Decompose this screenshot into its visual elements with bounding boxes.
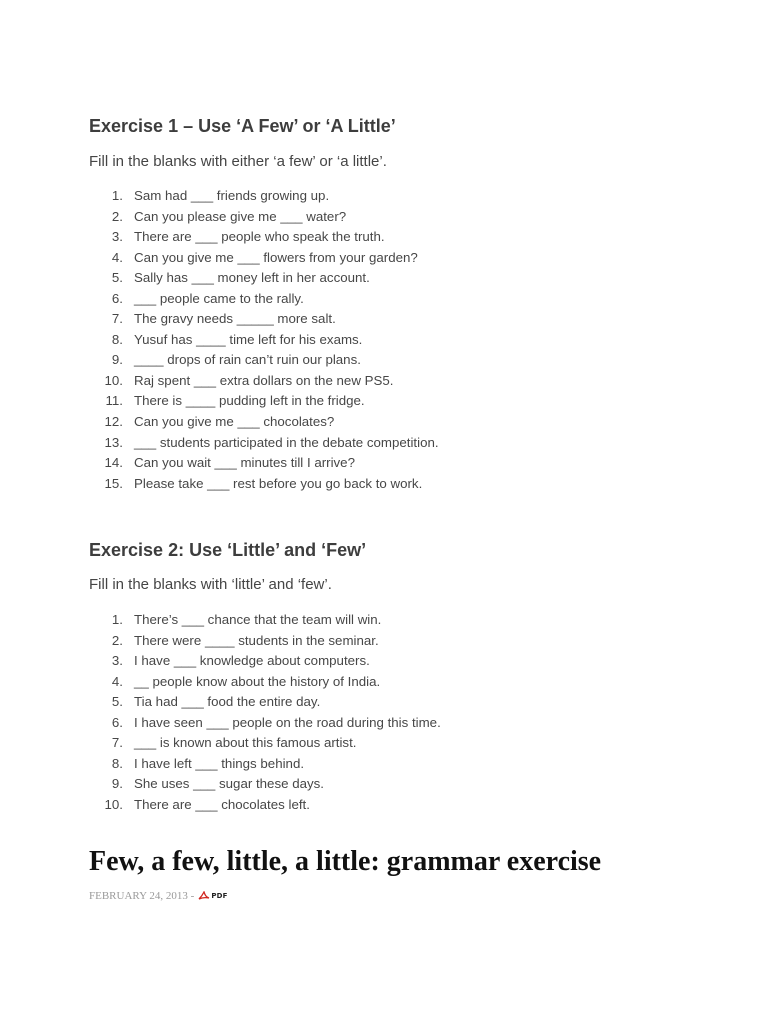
list-item-number: 12. xyxy=(104,414,123,430)
list-item-number: 10. xyxy=(104,796,123,812)
pdf-label: PDF xyxy=(211,892,228,900)
list-item xyxy=(89,433,439,454)
list-item-number: 14. xyxy=(104,455,123,471)
list-item-number: 9. xyxy=(111,776,123,792)
list-item-text: Can you give me ___ chocolates? xyxy=(134,414,335,430)
list-item-number: 2. xyxy=(111,208,123,224)
list-item-number: 3. xyxy=(111,229,123,245)
list-item xyxy=(89,672,441,693)
list-item xyxy=(89,713,441,734)
list-item-text: There were ____ students in the seminar. xyxy=(134,632,379,648)
list-item-number: 4. xyxy=(111,673,123,689)
post-title[interactable]: Few, a few, little, a little: grammar exercise xyxy=(89,846,602,877)
list-item xyxy=(89,453,439,474)
list-item xyxy=(89,289,439,310)
list-item xyxy=(89,754,441,775)
list-item-text: Yusuf has ____ time left for his exams. xyxy=(134,331,363,347)
exercise-1-title: Exercise 1 – Use ‘A Few’ or ‘A Little’ xyxy=(89,116,396,136)
list-item-text: __ people know about the history of India. xyxy=(134,673,381,689)
list-item-text: ___ people came to the rally. xyxy=(134,290,304,306)
list-item-text: I have seen ___ people on the road during this time. xyxy=(134,714,441,730)
list-item-number: 6. xyxy=(111,290,123,306)
list-item-number: 2. xyxy=(111,632,123,648)
list-item xyxy=(89,371,439,392)
list-item xyxy=(89,330,439,351)
list-item xyxy=(89,795,441,816)
list-item-number: 4. xyxy=(111,249,123,265)
list-item xyxy=(89,774,441,795)
list-item-number: 5. xyxy=(111,270,123,286)
exercise-2-instruction: Fill in the blanks with ‘little’ and ‘few’. xyxy=(89,576,332,593)
list-item-text: ___ is known about this famous artist. xyxy=(134,735,357,751)
list-item-text: There are ___ chocolates left. xyxy=(134,796,310,812)
list-item xyxy=(89,227,439,248)
list-item-number: 10. xyxy=(104,372,123,388)
exercise-1-list xyxy=(89,186,439,494)
list-item-text: Can you give me ___ flowers from your garden? xyxy=(134,249,418,265)
list-item-number: 7. xyxy=(111,311,123,327)
list-item-text: There is ____ pudding left in the fridge. xyxy=(134,393,365,409)
list-item xyxy=(89,692,441,713)
list-item-text: The gravy needs _____ more salt. xyxy=(134,311,336,327)
list-item-text: Please take ___ rest before you go back to work. xyxy=(134,475,423,491)
list-item-number: 8. xyxy=(111,331,123,347)
list-item-text: Sally has ___ money left in her account. xyxy=(134,270,370,286)
list-item-text: ___ students participated in the debate competition. xyxy=(134,434,439,450)
list-item-text: She uses ___ sugar these days. xyxy=(134,776,324,792)
list-item-number: 9. xyxy=(111,352,123,368)
list-item-number: 7. xyxy=(111,735,123,751)
list-item xyxy=(89,412,439,433)
list-item xyxy=(89,248,439,269)
list-item xyxy=(89,268,439,289)
list-item-number: 13. xyxy=(104,434,123,450)
list-item-number: 6. xyxy=(111,714,123,730)
list-item-text: There are ___ people who speak the truth. xyxy=(134,229,385,245)
list-item xyxy=(89,350,439,371)
post-date: FEBRUARY 24, 2013 - xyxy=(89,890,195,902)
exercise-2-list xyxy=(89,610,441,815)
list-item-text: I have ___ knowledge about computers. xyxy=(134,653,370,669)
list-item xyxy=(89,733,441,754)
list-item xyxy=(89,631,441,652)
list-item-number: 1. xyxy=(111,612,123,627)
list-item-text: Can you please give me ___ water? xyxy=(134,208,347,224)
exercise-2-title: Exercise 2: Use ‘Little’ and ‘Few’ xyxy=(89,540,367,560)
list-item-text: Sam had ___ friends growing up. xyxy=(134,188,330,203)
list-item-number: 11. xyxy=(105,393,123,409)
list-item xyxy=(89,610,441,631)
list-item-text: There’s ___ chance that the team will win. xyxy=(134,612,382,627)
list-item-number: 3. xyxy=(111,653,123,669)
exercise-1-instruction: Fill in the blanks with either ‘a few’ or ‘a little’. xyxy=(89,153,387,170)
list-item-text: Raj spent ___ extra dollars on the new PS5. xyxy=(134,372,394,388)
list-item xyxy=(89,309,439,330)
post-meta xyxy=(89,890,228,902)
list-item-number: 1. xyxy=(111,188,123,203)
list-item xyxy=(89,207,439,228)
list-item-text: ____ drops of rain can’t ruin our plans. xyxy=(134,352,361,368)
list-item-text: Can you wait ___ minutes till I arrive? xyxy=(134,455,355,471)
list-item-number: 8. xyxy=(111,755,123,771)
list-item-number: 5. xyxy=(111,694,123,710)
list-item-text: Tia had ___ food the entire day. xyxy=(134,694,321,710)
pdf-icon xyxy=(198,891,210,901)
pdf-download-link[interactable] xyxy=(198,891,227,901)
list-item xyxy=(89,186,439,207)
list-item xyxy=(89,474,439,495)
list-item xyxy=(89,651,441,672)
list-item xyxy=(89,391,439,412)
list-item-text: I have left ___ things behind. xyxy=(134,755,305,771)
list-item-number: 15. xyxy=(104,475,123,491)
